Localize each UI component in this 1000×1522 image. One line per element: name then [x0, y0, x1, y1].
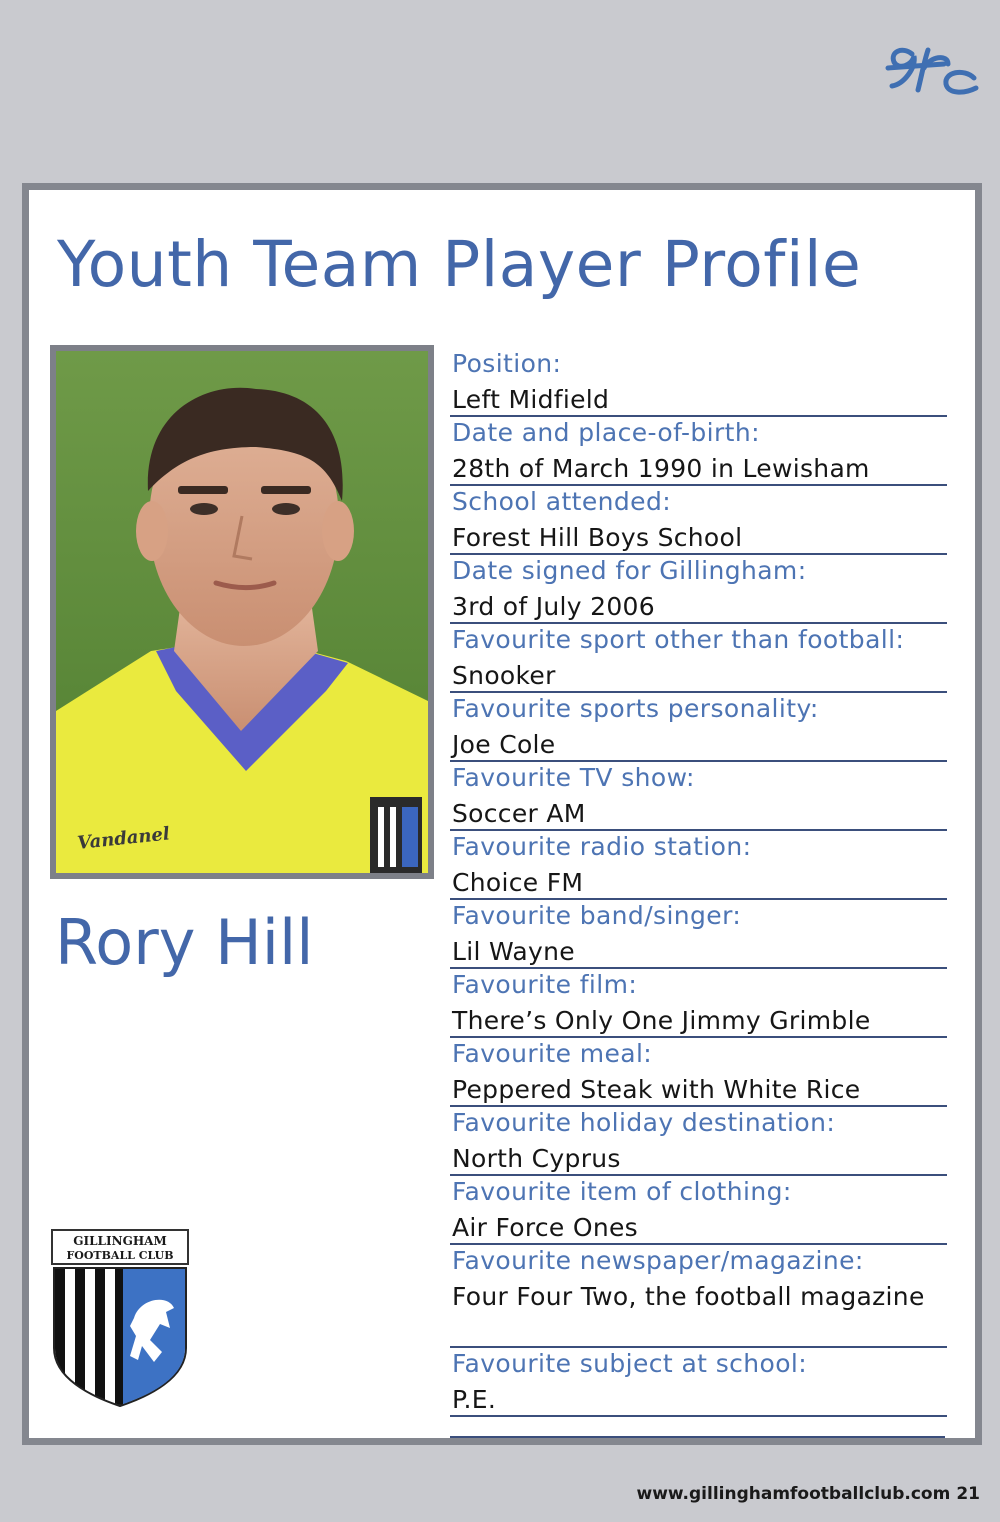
field-label-meal: Favourite meal:	[452, 1039, 653, 1068]
field-value-radio-station: Choice FM	[450, 866, 947, 900]
shirt-brand-text: Vandanel	[76, 823, 171, 854]
profile-card	[22, 183, 982, 1445]
field-value-position: Left Midfield	[450, 383, 947, 417]
field-value-school: Forest Hill Boys School	[450, 521, 947, 555]
field-value-tv-show: Soccer AM	[450, 797, 947, 831]
field-label-other-sport: Favourite sport other than football:	[452, 625, 905, 654]
field-label-position: Position:	[452, 349, 562, 378]
player-name: Rory Hill	[55, 906, 314, 979]
field-label-sports-personality: Favourite sports personality:	[452, 694, 819, 723]
field-label-radio-station: Favourite radio station:	[452, 832, 752, 861]
field-value-newspaper: Four Four Two, the football magazine	[450, 1280, 947, 1348]
field-label-film: Favourite film:	[452, 970, 638, 999]
profile-fields	[450, 348, 947, 1417]
field-value-date-signed: 3rd of July 2006	[450, 590, 947, 624]
gfc-monogram-icon	[884, 38, 980, 100]
field-value-sports-personality: Joe Cole	[450, 728, 947, 762]
field-label-birth: Date and place-of-birth:	[452, 418, 760, 447]
bottom-divider	[450, 1436, 945, 1438]
field-label-date-signed: Date signed for Gillingham:	[452, 556, 807, 585]
field-value-clothing: Air Force Ones	[450, 1211, 947, 1245]
field-label-tv-show: Favourite TV show:	[452, 763, 695, 792]
crest-line2: FOOTBALL CLUB	[66, 1249, 174, 1262]
field-value-film: There’s Only One Jimmy Grimble	[450, 1004, 947, 1038]
field-label-holiday: Favourite holiday destination:	[452, 1108, 836, 1137]
player-portrait-photo	[50, 345, 434, 879]
field-value-other-sport: Snooker	[450, 659, 947, 693]
field-label-school: School attended:	[452, 487, 672, 516]
field-value-birth: 28th of March 1990 in Lewisham	[450, 452, 947, 486]
gillingham-horse-crest-icon	[50, 1228, 190, 1408]
field-label-band-singer: Favourite band/singer:	[452, 901, 742, 930]
field-label-newspaper: Favourite newspaper/magazine:	[452, 1246, 864, 1275]
crest-line1: GILLINGHAM	[73, 1234, 167, 1248]
field-value-subject: P.E.	[450, 1383, 947, 1417]
page-number: 21	[956, 1484, 980, 1504]
page-title: Youth Team Player Profile	[57, 228, 862, 301]
field-value-meal: Peppered Steak with White Rice	[450, 1073, 947, 1107]
page-footer	[637, 1484, 980, 1504]
field-label-clothing: Favourite item of clothing:	[452, 1177, 792, 1206]
field-label-subject: Favourite subject at school:	[452, 1349, 808, 1378]
footer-url[interactable]: www.gillinghamfootballclub.com	[636, 1484, 951, 1504]
field-value-holiday: North Cyprus	[450, 1142, 947, 1176]
field-value-band-singer: Lil Wayne	[450, 935, 947, 969]
